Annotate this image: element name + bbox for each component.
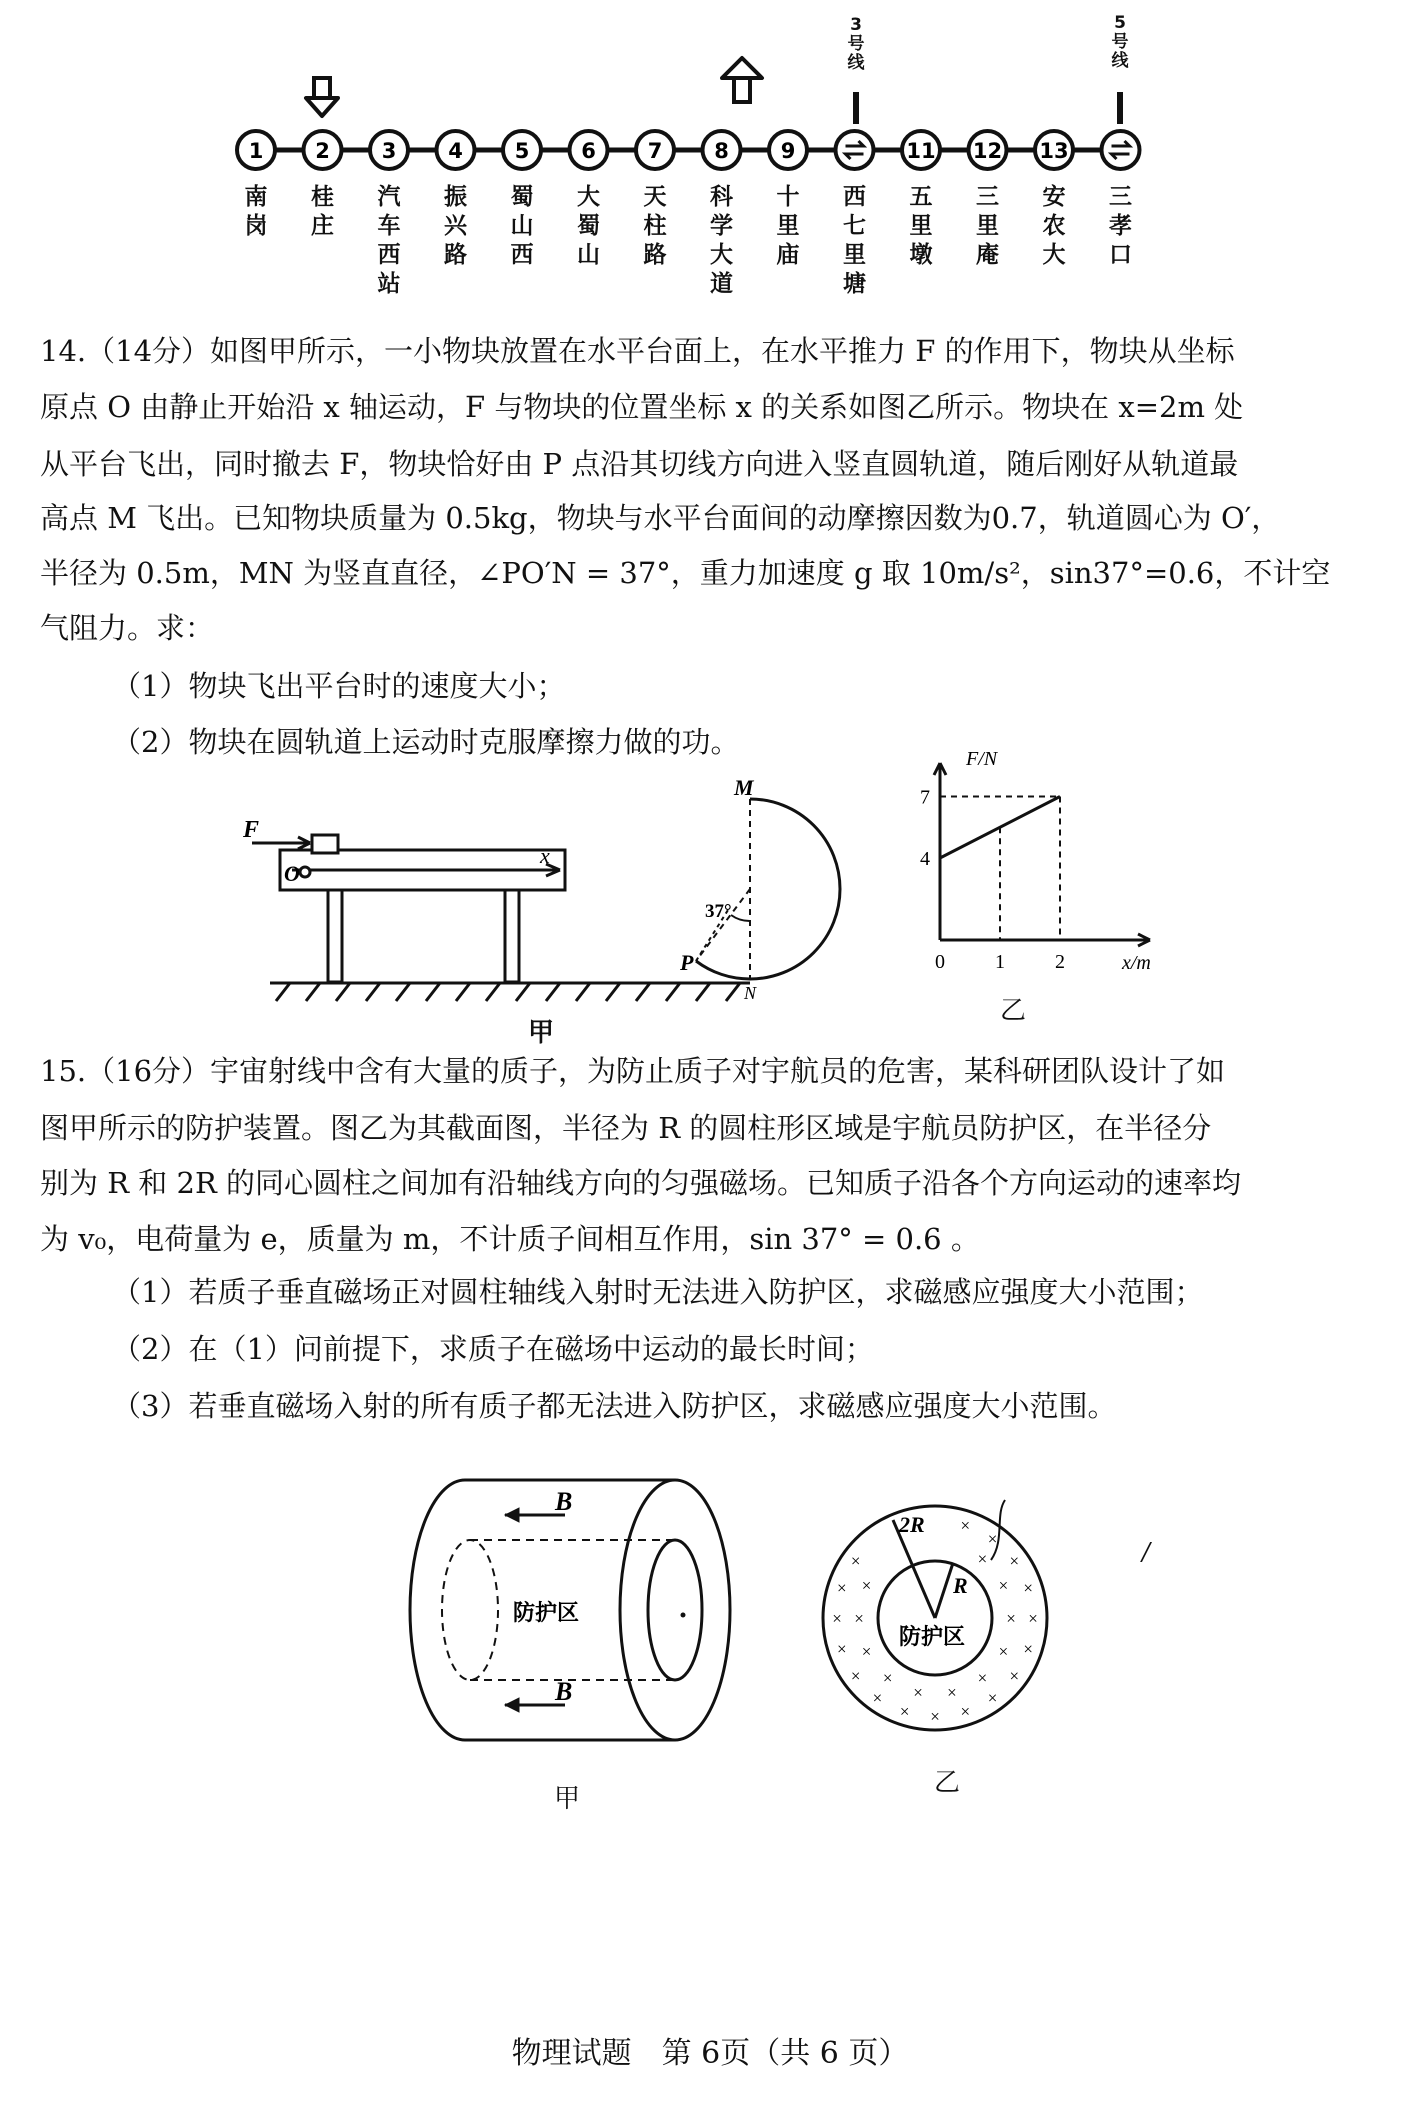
- field-cross-mark: ×: [899, 1702, 910, 1722]
- block: [312, 835, 338, 853]
- station-6-name: 大蜀山: [577, 184, 600, 268]
- station-9-number: 9: [780, 139, 796, 163]
- field-cross-mark: ×: [1023, 1639, 1034, 1659]
- field-cross-mark: ×: [987, 1529, 998, 1549]
- station-11-name: 五里墩: [909, 184, 933, 268]
- field-cross-mark: ×: [1009, 1666, 1020, 1686]
- label-2R: 2R: [899, 1512, 925, 1537]
- station-14-circle: [1102, 131, 1140, 169]
- q15-text-line4: 为 v₀，电荷量为 e，质量为 m，不计质子间相互作用，sin 37° = 0.6 。: [40, 1222, 980, 1256]
- field-cross-mark: ×: [960, 1702, 971, 1722]
- ground-hatching: [276, 983, 740, 1001]
- field-cross-mark: ×: [832, 1609, 842, 1628]
- y-tick-7: 7: [920, 786, 930, 809]
- station-3-name: 汽车西站: [377, 184, 401, 297]
- field-cross-mark: ×: [1009, 1551, 1020, 1571]
- station-11-number: 11: [906, 139, 936, 163]
- page-footer: 物理试题 第 6页（共 6 页）: [511, 2036, 909, 2071]
- station-12-number: 12: [972, 139, 1003, 163]
- q15-text-line1: 宇宙射线中含有大量的质子，为防止质子对宇航员的危害，某科研团队设计了如: [210, 1054, 1226, 1088]
- field-cross-mark: ×: [913, 1683, 923, 1703]
- label-N: N: [744, 983, 757, 1003]
- x-tick-2: 2: [1055, 951, 1065, 973]
- station-1-name: 南岗: [244, 184, 268, 239]
- station-10-circle: [836, 131, 874, 169]
- y-tick-4: 4: [920, 848, 930, 870]
- q15-sub2: （2）在（1）问前提下，求质子在磁场中运动的最长时间；: [112, 1332, 874, 1366]
- field-cross-mark: ×: [977, 1549, 988, 1569]
- field-cross-mark: ×: [1006, 1609, 1016, 1628]
- station-2-number: 2: [315, 139, 330, 163]
- field-cross-mark: ×: [872, 1688, 883, 1708]
- label-B-top: B: [555, 1487, 573, 1516]
- station-1-number: 1: [248, 139, 264, 163]
- field-cross-mark: ×: [882, 1668, 893, 1688]
- q15-sub3: （3）若垂直磁场入射的所有质子都无法进入防护区，求磁感应强度大小范围。: [112, 1389, 1117, 1423]
- field-cross-mark: ×: [1023, 1578, 1034, 1598]
- label-O: O: [284, 861, 300, 886]
- q14-figure-yi-chart: [900, 745, 1190, 985]
- q14-text-line1: 如图甲所示，一小物块放置在水平台面上，在水平推力 F 的作用下，物块从坐标: [210, 334, 1235, 368]
- field-cross-mark: ×: [998, 1576, 1009, 1596]
- jia-protection-zone: 防护区: [513, 1601, 580, 1626]
- field-cross-mark: ×: [836, 1639, 847, 1659]
- station-7-name: 天柱路: [643, 184, 667, 268]
- station-8-name: 科学大道: [710, 184, 733, 297]
- station-12-name: 三里庵: [976, 184, 999, 268]
- q14-sub1: （1）物块飞出平台时的速度大小；: [112, 669, 566, 703]
- station-10-name: 西七里塘: [843, 184, 866, 297]
- start-arrow-icon: [306, 78, 338, 116]
- radius-OP: [696, 889, 750, 961]
- q14-text-line3: 从平台飞出，同时撤去 F，物块恰好由 P 点沿其切线方向进入竖直圆轨道，随后刚好从轨道最: [40, 447, 1239, 481]
- chart-xlabel: x/m: [1122, 952, 1151, 974]
- station-7-number: 7: [647, 139, 663, 163]
- station-9-name: 十里庙: [776, 184, 800, 268]
- field-cross-mark: ×: [998, 1641, 1009, 1661]
- q14-sub2: （2）物块在圆轨道上运动时克服摩擦力做的功。: [112, 725, 740, 759]
- station-6-number: 6: [581, 139, 596, 163]
- q15-number: 15.（16分）: [40, 1054, 211, 1088]
- q15-sub1: （1）若质子垂直磁场正对圆柱轴线入射时无法进入防护区，求磁感应强度大小范围；: [112, 1275, 1204, 1309]
- cylinder-back-arc: [410, 1480, 465, 1740]
- label-F: F: [243, 817, 260, 843]
- station-3-number: 3: [381, 139, 397, 163]
- q15-jia-caption: 甲: [554, 1784, 581, 1814]
- station-5-number: 5: [514, 139, 530, 163]
- q14-jia-caption: 甲: [528, 1018, 555, 1048]
- label-P: P: [680, 950, 694, 975]
- x-tick-1: 1: [995, 951, 1005, 973]
- field-cross-mark: ×: [987, 1688, 998, 1708]
- station-13-number: 13: [1039, 139, 1069, 163]
- q15-text-line3: 别为 R 和 2R 的同心圆柱之间加有沿轴线方向的匀强磁场。已知质子沿各个方向运动的速率均: [40, 1166, 1241, 1200]
- station-8-number: 8: [714, 139, 729, 163]
- chart-ylabel: F/N: [966, 748, 998, 770]
- q14-text-line6: 气阻力。求：: [40, 611, 215, 645]
- field-cross-mark: ×: [930, 1707, 940, 1726]
- station-4-number: 4: [448, 139, 463, 163]
- label-M: M: [734, 775, 754, 800]
- q15-figure-yi: [805, 1460, 1085, 1750]
- station-13-name: 安农大: [1042, 184, 1066, 268]
- field-cross-mark: ×: [947, 1683, 957, 1703]
- field-cross-mark: ×: [850, 1666, 861, 1686]
- q15-text-line2: 图甲所示的防护装置。图乙为其截面图，半径为 R 的圆柱形区域是宇航员防护区，在半径分: [40, 1111, 1212, 1145]
- field-cross-mark: ×: [854, 1609, 864, 1628]
- label-angle: 37°: [705, 901, 732, 922]
- label-R: R: [953, 1573, 968, 1598]
- q14-text-line2: 原点 O 由静止开始沿 x 轴运动，F 与物块的位置坐标 x 的关系如图乙所示。物块在 x=2m 处: [40, 390, 1244, 424]
- field-cross-mark: ×: [861, 1576, 872, 1596]
- q14-text-line4: 高点 M 飞出。已知物块质量为 0.5kg，物块与水平台面间的动摩擦因数为0.7，轨道圆心为 O′，: [40, 501, 1281, 535]
- q15-figure-jia: [405, 1460, 765, 1760]
- x-tick-0: 0: [935, 951, 945, 973]
- q15-yi-caption: 乙: [934, 1768, 961, 1798]
- circular-track: [696, 799, 840, 979]
- inner-cylinder-back: [442, 1540, 498, 1680]
- table-leg-left: [328, 890, 342, 982]
- field-cross-mark: ×: [836, 1578, 847, 1598]
- station-5-name: 蜀山西: [510, 184, 534, 268]
- stray-mark: /: [1142, 1538, 1151, 1566]
- yi-protection-zone: 防护区: [899, 1625, 966, 1650]
- label-x: x: [540, 843, 550, 868]
- field-cross-mark: ×: [977, 1668, 988, 1688]
- cylinder-front-face: [620, 1480, 730, 1740]
- station-14-name: 三孝口: [1109, 184, 1132, 268]
- field-cross-mark: ×: [960, 1515, 971, 1535]
- q14-text-line5: 半径为 0.5m，MN 为竖直直径，∠PO′N = 37°，重力加速度 g 取 10m/s²，sin37°=0.6，不计空: [40, 556, 1331, 590]
- q14-number: 14.（14分）: [40, 334, 211, 368]
- field-cross-mark: ×: [850, 1551, 861, 1571]
- station-4-name: 振兴路: [444, 184, 467, 268]
- q14-yi-caption: 乙: [1000, 996, 1027, 1026]
- origin-point: [300, 867, 310, 877]
- table-leg-right: [505, 890, 519, 982]
- field-cross-mark: ×: [1028, 1609, 1038, 1628]
- label-B-bottom: B: [555, 1677, 573, 1706]
- q14-figure-jia: [243, 755, 890, 1025]
- end-arrow-icon: [722, 58, 762, 102]
- field-cross-mark: ×: [861, 1641, 872, 1661]
- transfer-line5-label: 5号线: [1111, 13, 1129, 71]
- station-2-name: 桂庄: [311, 184, 334, 239]
- transfer-line3-label: 3号线: [847, 15, 865, 73]
